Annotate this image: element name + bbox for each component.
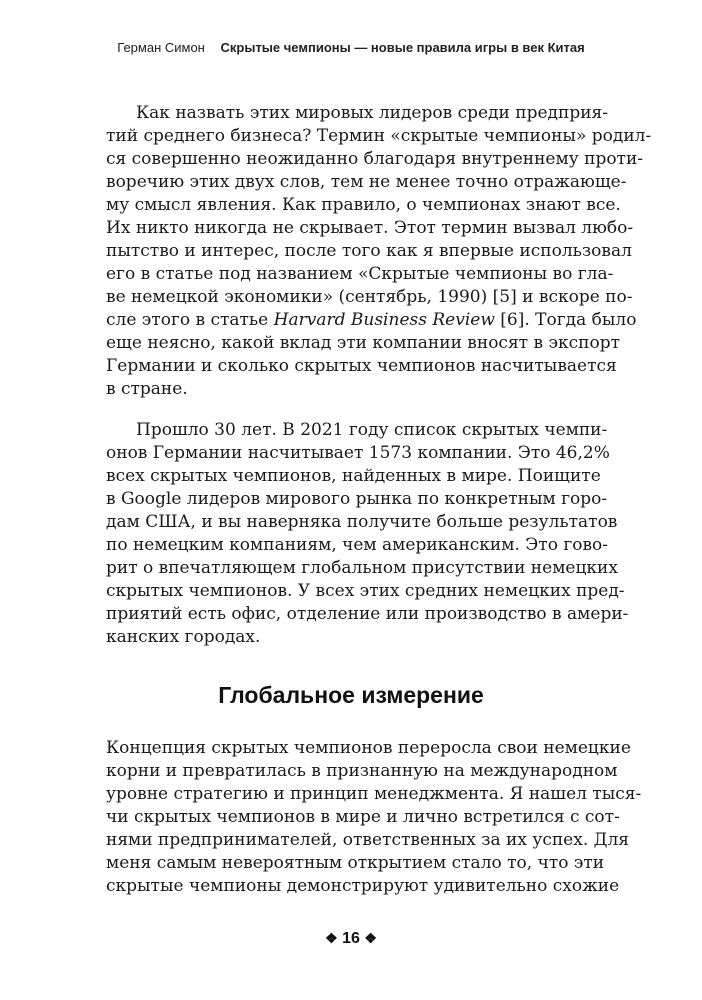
ornament-icon: ❖ [364, 930, 377, 946]
paragraph-line: Как назвать этих мировых лидеров среди предприя- [136, 103, 609, 123]
paragraph-line: чи скрытых чемпионов в мире и лично встретился с сот- [106, 807, 620, 827]
page-number: 16 [342, 930, 360, 947]
paragraph-line: Концепция скрытых чемпионов переросла свои немецкие [106, 738, 631, 758]
paragraph-line: дам США, и вы наверняка получите больше результатов [106, 512, 618, 532]
ornament-icon: ❖ [325, 930, 338, 946]
paragraph-line: уровне стратегию и принцип менеджмента. Я нашел тыся- [106, 784, 642, 804]
paragraph-line: ве немецкой экономики» (сентябрь, 1990) [5] и вскоре по- [106, 287, 633, 307]
paragraph-line: корни и превратилась в признанную на международном [106, 761, 618, 781]
paragraph-line: приятий есть офис, отделение или производство в амери- [106, 604, 629, 624]
paragraph-line: рит о впечатляющем глобальном присутствии немецких [106, 558, 618, 578]
paragraph-line: в Google лидеров мирового рынка по конкретным горо- [106, 489, 608, 509]
paragraph-line: его в статье под названием «Скрытые чемпионы во гла- [106, 264, 614, 284]
paragraph-line: канских городах. [106, 627, 261, 647]
paragraph-line: онов Германии насчитывает 1573 компании. Это 46,2% [106, 443, 610, 463]
paragraph-line: Прошло 30 лет. В 2021 году список скрытых чемпи- [136, 420, 608, 440]
paragraph-line: нями предпринимателей, ответственных за их успех. Для [106, 830, 629, 850]
running-header [0, 40, 702, 55]
paragraph-line: сле этого в статье Harvard Business Review [6]. Тогда было [106, 310, 637, 330]
paragraph-line: по немецким компаниям, чем американским. Это гово- [106, 535, 609, 555]
header-book-title: Скрытые чемпионы — новые правила игры в век Китая [220, 40, 585, 55]
paragraph-line: тий среднего бизнеса? Термин «скрытые чемпионы» родил- [106, 126, 652, 146]
section-heading: Глобальное измерение [218, 682, 484, 708]
journal-title: Harvard Business Review [273, 310, 495, 330]
page-footer [0, 930, 702, 948]
paragraph-line: еще неясно, какой вклад эти компании вносят в экспорт [106, 333, 620, 353]
paragraph-line: в стране. [106, 379, 188, 399]
paragraph-line: воречию этих двух слов, тем не менее точно отражающе- [106, 172, 627, 192]
paragraph-line: всех скрытых чемпионов, найденных в мире. Поищите [106, 466, 601, 486]
paragraph-line: скрытые чемпионы демонстрируют удивительно схожие [106, 876, 620, 896]
paragraph-line: ся совершенно неожиданно благодаря внутреннему проти- [106, 149, 644, 169]
paragraph-line: меня самым невероятным открытием стало то, что эти [106, 853, 605, 873]
paragraph-line: скрытых чемпионов. У всех этих средних немецких пред- [106, 581, 625, 601]
paragraph-line: пытство и интерес, после того как я впервые использовал [106, 241, 632, 261]
paragraph-line: му смысл явления. Как правило, о чемпионах знают все. [106, 195, 621, 215]
header-author: Герман Симон [117, 40, 205, 55]
paragraph-line: Германии и сколько скрытых чемпионов насчитывается [106, 356, 617, 376]
paragraph-line: Их никто никогда не скрывает. Этот термин вызвал любо- [106, 218, 634, 238]
